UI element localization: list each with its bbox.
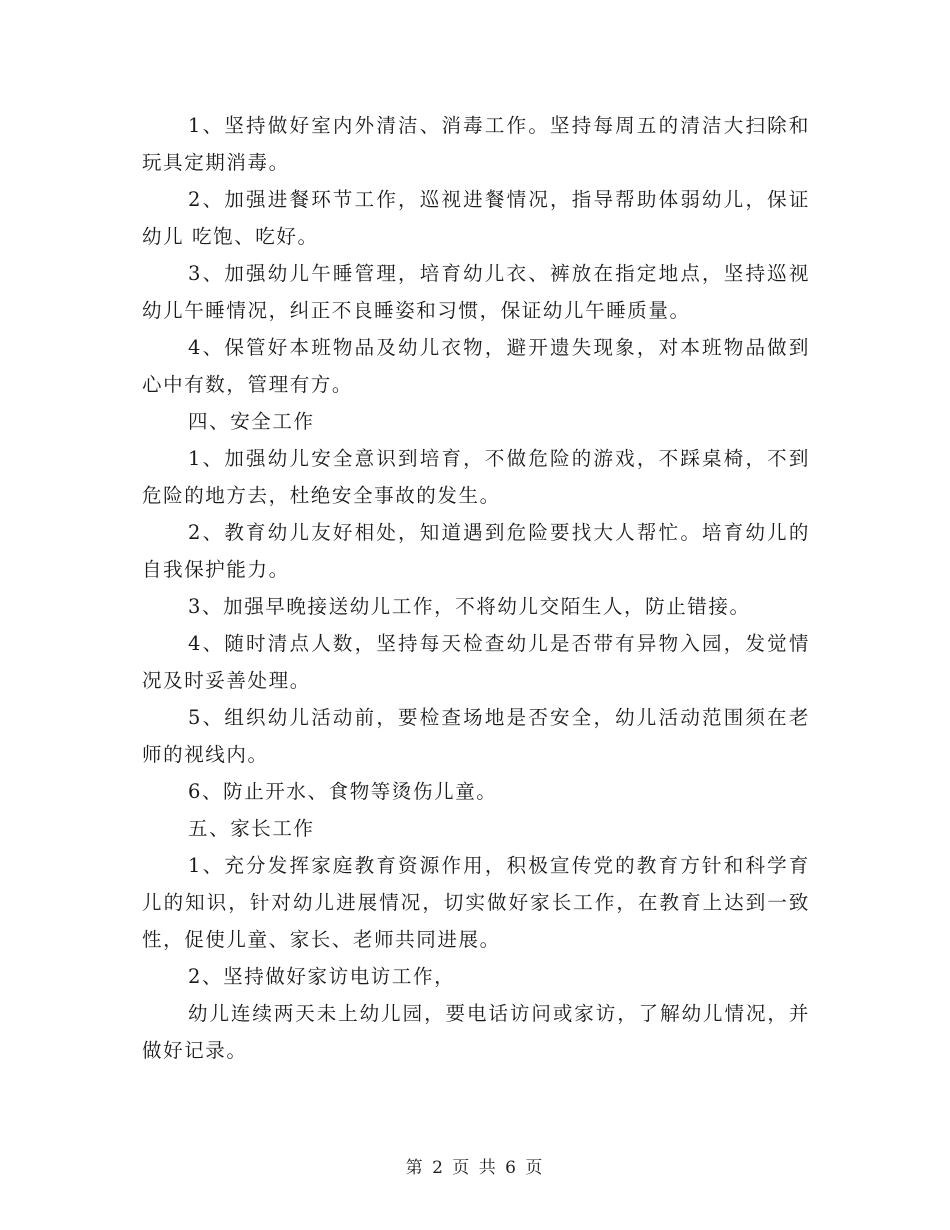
paragraph-home-visits: 2、坚持做好家访电访工作， — [188, 965, 456, 988]
paragraph-meals: 2、加强进餐环节工作，巡视进餐情况，指导帮助体弱幼儿，保证幼儿 吃饱、吃好。 — [142, 188, 810, 248]
paragraph-headcount: 4、随时清点人数，坚持每天检查幼儿是否带有异物入园，发觉情况及时妥善处理。 — [142, 632, 810, 692]
paragraph-belongings: 4、保管好本班物品及幼儿衣物，避开遗失现象，对本班物品做到心中有数，管理有方。 — [142, 336, 810, 396]
page-number-footer: 第 2 页 共 6 页 — [405, 1158, 545, 1178]
paragraph-cleaning: 1、坚持做好室内外清洁、消毒工作。坚持每周五的清洁大扫除和玩具定期消毒。 — [142, 114, 810, 174]
paragraph-family-education: 1、充分发挥家庭教育资源作用，积极宣传党的教育方针和科学育儿的知识，针对幼儿进展情况，切实做好家长工作，在教育上达到一致性，促使儿童、家长、老师共同进展。 — [142, 854, 810, 951]
paragraph-absence-followup: 幼儿连续两天未上幼儿园，要电话访问或家访，了解幼儿情况，并做好记录。 — [142, 1002, 810, 1062]
section-heading-parents: 五、家长工作 — [188, 817, 315, 840]
paragraph-pickup: 3、加强早晚接送幼儿工作，不将幼儿交陌生人，防止错接。 — [188, 595, 751, 618]
paragraph-safety-awareness: 1、加强幼儿安全意识到培育，不做危险的游戏，不踩桌椅，不到危险的地方去，杜绝安全事故的发生。 — [142, 447, 810, 507]
section-heading-safety: 四、安全工作 — [188, 410, 315, 433]
paragraph-self-protection: 2、教育幼儿友好相处，知道遇到危险要找大人帮忙。培育幼儿的自我保护能力。 — [142, 521, 810, 581]
paragraph-burn-prevention: 6、防止开水、食物等烫伤儿童。 — [188, 780, 498, 803]
document-body — [142, 107, 810, 1069]
paragraph-activity-safety: 5、组织幼儿活动前，要检查场地是否安全，幼儿活动范围须在老师的视线内。 — [142, 706, 810, 766]
paragraph-nap: 3、加强幼儿午睡管理，培育幼儿衣、裤放在指定地点，坚持巡视幼儿午睡情况，纠正不良睡姿和习惯，保证幼儿午睡质量。 — [142, 262, 810, 322]
